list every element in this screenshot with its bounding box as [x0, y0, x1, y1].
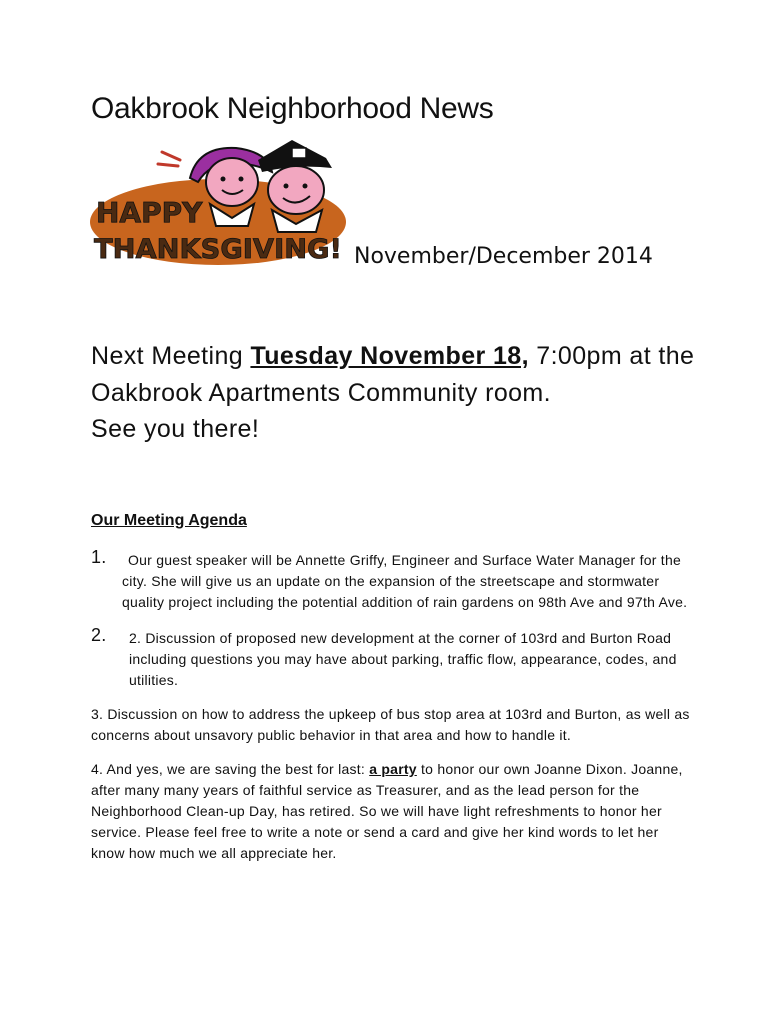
- meeting-prefix: Next Meeting: [91, 342, 251, 370]
- agenda-item-text: Our guest speaker will be Annette Griffy, Engineer and Surface Water Manager for the city. She will give us an update on the expansion of the streetscape and stormwater quality project including the potential addition of rain gardens on 98th Ave and 97th Ave.: [122, 552, 688, 610]
- thanksgiving-banner: [86, 138, 348, 268]
- meeting-date: Tuesday November 18,: [250, 342, 529, 370]
- agenda-item-4-text: to honor our own Joanne Dixon. Joanne, after many many years of faithful service as Treasurer, and as the lead person for the Neighborhood Clean-up Day, has retired. So we will have light refreshments to honor her service. Please feel free to write a note or send a card and give her kind words to let her know how much we all appreciate her.: [91, 761, 683, 861]
- agenda-item-4: [91, 759, 691, 864]
- meeting-details: 7:00pm at the Oakbrook Apartments Community room.: [91, 342, 695, 407]
- agenda-list: [91, 547, 691, 864]
- next-meeting-announcement: [91, 338, 731, 448]
- agenda-item-4-prefix: 4. And yes, we are saving the best for last:: [91, 761, 370, 777]
- agenda-item-number: 2.: [91, 625, 107, 645]
- meeting-closing: See you there!: [91, 415, 260, 443]
- agenda-item-1: [91, 547, 691, 613]
- newsletter-title: Oakbrook Neighborhood News: [91, 92, 494, 125]
- agenda-item-text: 2. Discussion of proposed new development at the corner of 103rd and Burton Road including questions you may have about parking, traffic flow, appearance, codes, and utilities.: [129, 630, 677, 688]
- boy-face: [268, 166, 324, 214]
- banner-text-thanksgiving: THANKSGIVING!: [94, 234, 342, 265]
- banner-text-happy: HAPPY: [96, 196, 203, 229]
- agenda-heading: Our Meeting Agenda: [91, 512, 247, 529]
- girl-face: [206, 158, 258, 206]
- agenda-item-3: 3. Discussion on how to address the upkeep of bus stop area at 103rd and Burton, as well as concerns about unsavory public behavior in that area and how to handle it.: [91, 706, 690, 743]
- agenda-item-2: [91, 625, 691, 691]
- party-highlight: a party: [369, 761, 417, 777]
- agenda-item-number: 1.: [91, 547, 107, 567]
- edition-date: November/December 2014: [354, 244, 653, 269]
